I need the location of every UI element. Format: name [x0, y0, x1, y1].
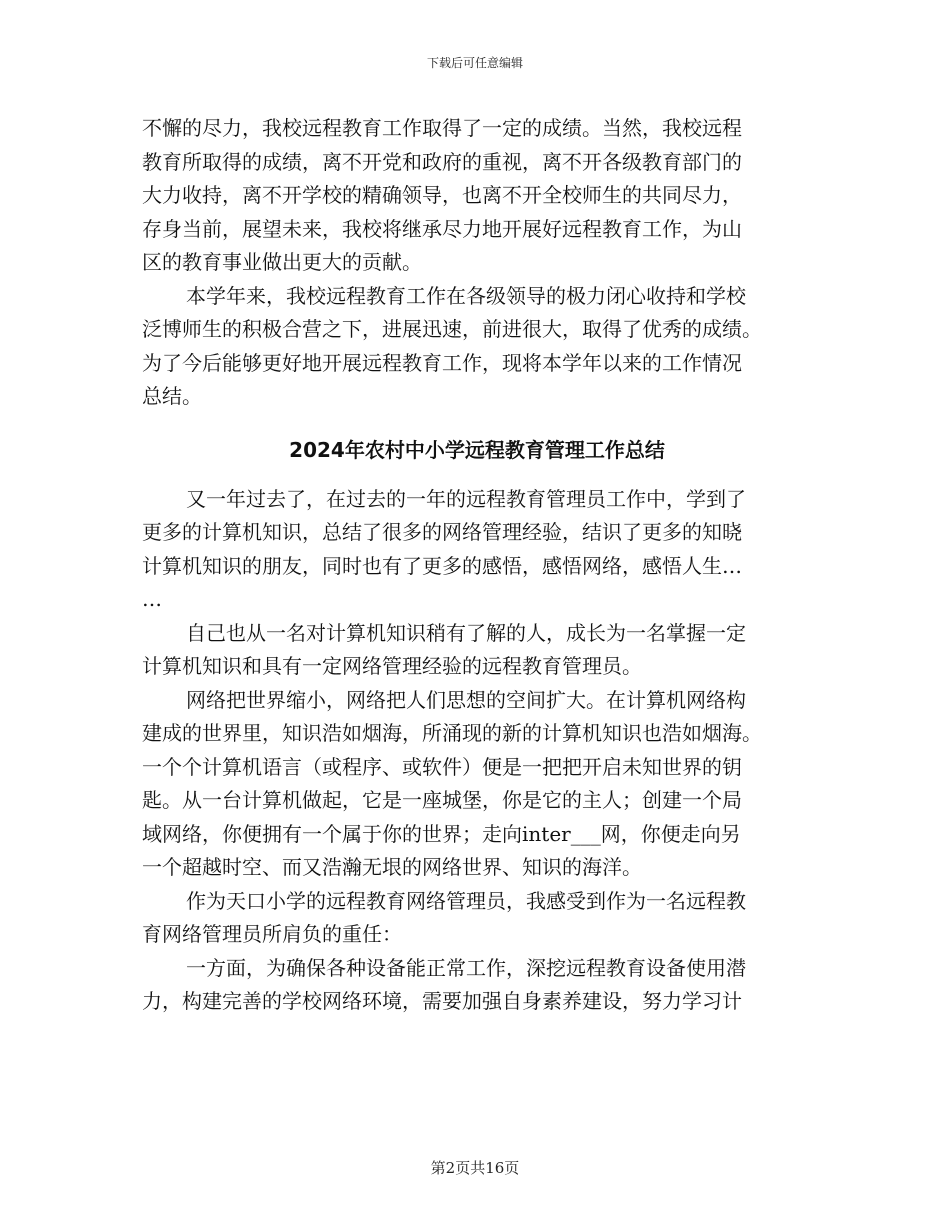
paragraph	[142, 684, 812, 885]
text-line: 建成的世界里，知识浩如烟海，所涌现的新的计算机知识也浩如烟海。	[142, 721, 762, 745]
text-line: 力，构建完善的学校网络环境，需要加强自身素养建设，努力学习计	[142, 989, 742, 1013]
text-line: 计算机知识的朋友，同时也有了更多的感悟，感悟网络，感悟人生…	[142, 553, 742, 578]
paragraph	[142, 112, 812, 280]
text-line: 泛博师生的积极合营之下，进展迅速，前进很大，取得了优秀的成绩。	[142, 317, 762, 341]
text-line: 匙。从一台计算机做起，它是一座城堡，你是它的主人；创建一个局	[142, 788, 742, 812]
page-header: 下载后可任意编辑	[426, 56, 523, 70]
paragraph	[142, 617, 812, 684]
paragraph	[142, 280, 812, 414]
paragraph	[142, 952, 812, 1019]
text-line: 更多的计算机知识，总结了很多的网络管理经验，结识了更多的知晓	[142, 520, 742, 544]
text-line: 又一年过去了，在过去的一年的远程教育管理员工作中，学到了	[186, 486, 746, 511]
text-line: 本学年来，我校远程教育工作在各级领导的极力闭心收持和学校	[186, 283, 746, 308]
text-line: 教育所取得的成绩，离不开党和政府的重视，离不开各级教育部门的	[142, 149, 742, 174]
text-line: 为了今后能够更好地开展远程教育工作，现将本学年以来的工作情况	[142, 350, 742, 375]
text-line: 一个超越时空、而又浩瀚无垠的网络世界、知识的海洋。	[142, 855, 642, 879]
text-line: 存身当前，展望未来，我校将继承尽力地开展好远程教育工作，为山	[142, 216, 742, 241]
text-line: 计算机知识和具有一定网络管理经验的远程教育管理员。	[142, 654, 642, 678]
text-line: 自己也从一名对计算机知识稍有了解的人，成长为一名掌握一定	[186, 620, 746, 645]
page-footer: 第2页共16页	[430, 1159, 520, 1177]
text-line: 不懈的尽力，我校远程教育工作取得了一定的成绩。当然，我校远程	[142, 116, 742, 140]
text-line: 域网络，你便拥有一个属于你的世界；走向inter___网，你便走向另	[142, 821, 741, 846]
text-line: 网络把世界缩小，网络把人们思想的空间扩大。在计算机网络构	[186, 687, 746, 712]
text-line: 一个个计算机语言（或程序、或软件）便是一把把开启未知世界的钥	[142, 754, 742, 779]
text-line: 总结。	[142, 384, 202, 408]
paragraph	[142, 483, 812, 617]
text-line: 区的教育事业做出更大的贡献。	[142, 250, 422, 274]
paragraph	[142, 885, 812, 952]
document-body	[142, 112, 812, 1019]
text-line: 大力收持，离不开学校的精确领导，也离不开全校师生的共同尽力，	[142, 183, 742, 207]
text-line: 一方面，为确保各种设备能正常工作，深挖远程教育设备使用潜	[186, 955, 746, 980]
text-line: 育网络管理员所肩负的重任：	[142, 922, 402, 946]
section-title: 2024年农村中小学远程教育管理工作总结	[289, 437, 665, 462]
text-line: 作为天口小学的远程教育网络管理员，我感受到作为一名远程教	[186, 888, 746, 913]
text-line: …	[142, 587, 162, 611]
